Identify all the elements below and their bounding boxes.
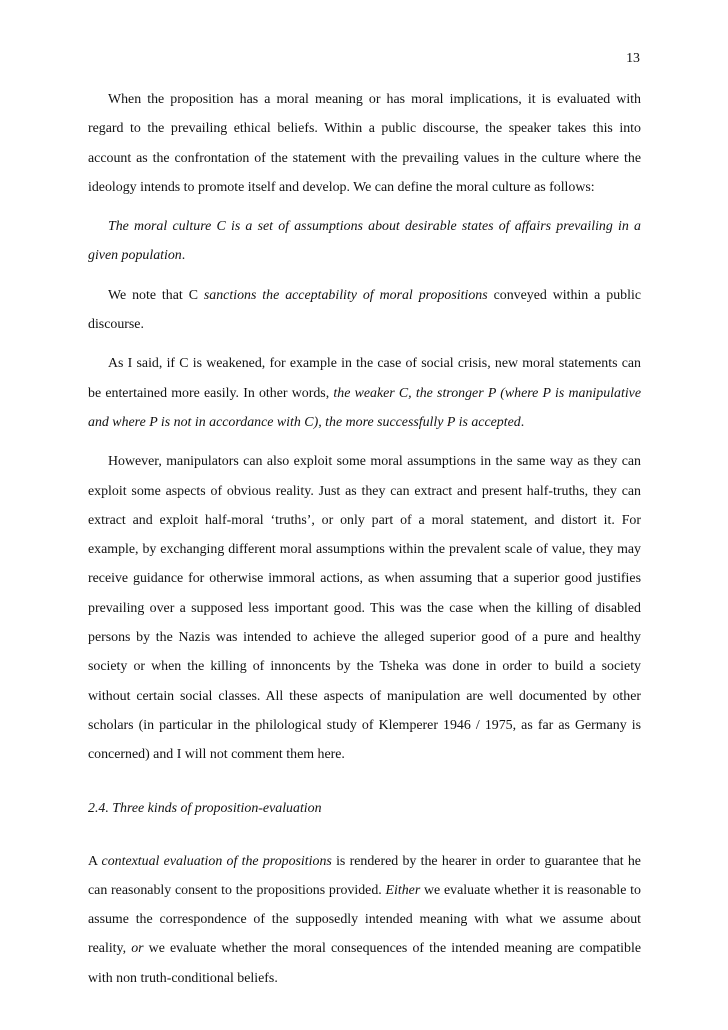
weakened-start: As I said, if C is weakened, for example in the case of social crisis, new moral statements can be entertained more easily. In other words,: [88, 356, 641, 401]
contextual-s1: A: [88, 853, 102, 869]
definition-end: .: [181, 248, 186, 264]
contextual-or: or: [131, 941, 144, 957]
contextual-either: Either: [385, 882, 421, 898]
contextual-italic-term: contextual evaluation of the propositions: [101, 853, 332, 869]
sanctions-end: conveyed within a public discourse.: [88, 287, 641, 333]
contextual-s7: we evaluate whether the moral consequences of the intended meaning are compatible with non truth-conditional beliefs.: [88, 941, 641, 986]
paragraph-contextual-evaluation: [88, 847, 641, 993]
definition-italic-text: The moral culture C is a set of assumptions about desirable states of affairs prevailing in a given population: [88, 219, 641, 264]
body-text: [88, 85, 641, 993]
sanctions-start: We note that C: [108, 287, 204, 303]
contextual-s3: is rendered by the hearer in order to guarantee that he can reasonably consent to the propositions provided.: [88, 853, 641, 898]
section-heading: 2.4. Three kinds of proposition-evaluation: [88, 800, 322, 816]
paragraph-moral-culture-definition: [88, 212, 641, 271]
page-number: 13: [626, 51, 640, 66]
paragraph-moral-evaluation: When the proposition has a moral meaning or has moral implications, it is evaluated with regard to the prevailing ethical beliefs. Within a public discourse, the speaker takes this into account as the confrontation of the statement with the prevailing values in the culture where the ideology intends to promote itself and develop. We can define the moral culture as follows:: [88, 92, 641, 195]
paragraph-manipulators: However, manipulators can also exploit some moral assumptions in the same way as they can exploit some aspects of obvious reality. Just as they can extract and present half-truths, they can extract and exploit half-moral ‘truths’, or only part of a moral statement, and distort it. For example, by exchanging different moral assumptions within the prevalent scale of value, they may receive guidance for otherwise immoral actions, as when assuming that a superior good justifies prevailing over a supposed less important good. This was the case when the killing of disabled persons by the Nazis was intended to achieve the alleged superior good of a pure and healthy society or when the killing of innoncents by the Tsheka was done in order to build a society without certain social classes. All these aspects of manipulation are well documented by other scholars (in particular in the philological study of Klemperer 1946 / 1975, as far as Germany is concerned) and I will not comment them here.: [88, 454, 641, 763]
weakened-end: .: [520, 414, 525, 430]
paragraph-weakened-culture: [88, 349, 641, 437]
sanctions-italic-text: sanctions the acceptability of moral propositions: [203, 287, 488, 303]
weakened-italic-text: the weaker C, the stronger P (where P is manipulative and where P is not in accordance with C), the more successfully P is accepted: [88, 385, 642, 430]
contextual-s5: we evaluate whether it is reasonable to assume the correspondence of the supposedly intended meaning with what we assume about reality,: [88, 882, 641, 957]
paragraph-sanctions: [88, 281, 641, 340]
